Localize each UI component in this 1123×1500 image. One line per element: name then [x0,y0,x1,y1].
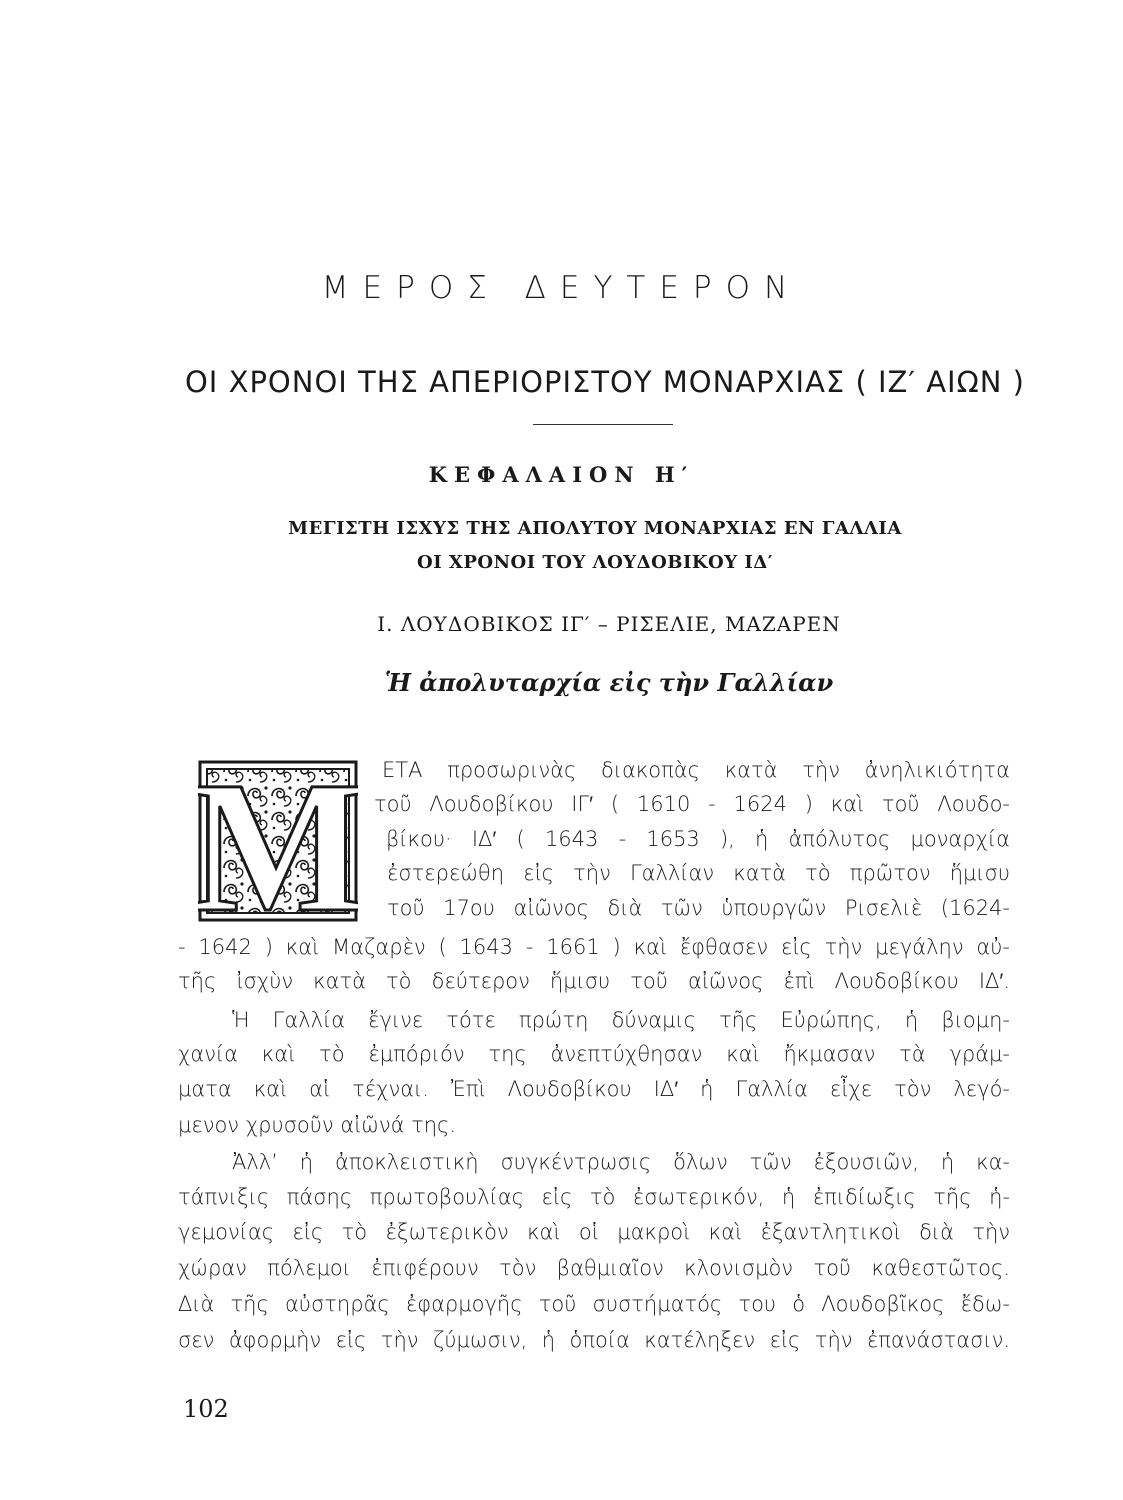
drop-cap-ornament [198,760,358,922]
body-line: βίκου· ΙΔ′ ( 1643 - 1653 ), ἡ ἀπόλυτος μοναρχία [386,827,1010,851]
chapter-subtitle-1: ΜΕΓΙΣΤΗ ΙΣΧΥΣ ΤΗΣ ΑΠΟΛΥΤΟΥ ΜΟΝΑΡΧΙΑΣ ΕΝ ΓΑΛΛΙΑ [288,518,902,539]
body-line: Διὰ τῆς αὐστηρᾶς ἐφαρμογῆς τοῦ συστήματός του ὁ Λουδοβῖκος ἔδω- [178,1292,1010,1316]
body-line: χανία καὶ τὸ ἐμπόριόν της ἀνεπτύχθησαν καὶ ἤκμασαν τὰ γράμ- [178,1042,1010,1066]
chapter-title: ΚΕΦΑΛΑΙΟΝ Η′ [428,462,695,487]
era-title: ΟΙ ΧΡΟΝΟΙ ΤΗΣ ΑΠΕΡΙΟΡΙΣΤΟΥ ΜΟΝΑΡΧΙΑΣ ( ΙΖ′ ΑΙΩΝ ) [184,365,1025,399]
body-line: Ἡ Γαλλία ἔγινε τότε πρώτη δύναμις τῆς Εὐρώπης, ἡ βιομη- [232,1008,1010,1032]
body-line: μενον χρυσοῦν αἰῶνά της. [178,1113,457,1137]
body-line: τοῦ Λουδοβίκου ΙΓ′ ( 1610 - 1624 ) καὶ τοῦ Λουδο- [374,792,1010,816]
body-line: - 1642 ) καὶ Μαζαρὲν ( 1643 - 1661 ) καὶ ἔφθασεν εἰς τὴν μεγάλην αὐ- [178,935,1010,959]
body-line: σεν ἀφορμὴν εἰς τὴν ζύμωσιν, ἡ ὁποία κατέληξεν εἰς τὴν ἐπανάστασιν. [178,1328,1010,1352]
chapter-subtitle-2: ΟΙ ΧΡΟΝΟΙ ΤΟΥ ΛΟΥΔΟΒΙΚΟΥ ΙΔ′ [417,552,773,573]
body-line: Ἀλλ’ ἡ ἀποκλειστικὴ συγκέντρωσις ὅλων τῶν ἐξουσιῶν, ἡ κα- [232,1150,1010,1174]
body-line: ματα καὶ αἱ τέχναι. Ἐπὶ Λουδοβίκου ΙΔ′ ἡ Γαλλία εἶχε τὸν λεγό- [178,1077,1010,1101]
drop-cap-letter: Μ [198,760,358,922]
body-line: γεμονίας εἰς τὸ ἐξωτερικὸν καὶ οἱ μακροὶ καὶ ἐξαντλητικοὶ διὰ τὴν [178,1220,1010,1244]
body-line: τάπνιξις πάσης πρωτοβουλίας εἰς τὸ ἐσωτερικόν, ἡ ἐπιδίωξις τῆς ἡ- [178,1185,1010,1209]
page-number: 102 [183,1395,229,1423]
body-line: τῆς ἰσχὺν κατὰ τὸ δεύτερον ἥμισυ τοῦ αἰῶνος ἐπὶ Λουδοβίκου ΙΔ′. [178,969,1010,993]
body-line: τοῦ 17ου αἰῶνος διὰ τῶν ὑπουργῶν Ρισελιὲ (1624- [387,896,1010,920]
section-title: Ι. ΛΟΥΔΟΒΙΚΟΣ ΙΓ′ – ΡΙΣΕΛΙΕ, ΜΑΖΑΡΕΝ [377,612,841,636]
title-divider [533,424,673,425]
body-line: ΕΤΑ προσωρινὰς διακοπὰς κατὰ τὴν ἀνηλικιότητα [382,758,1010,782]
body-line: ἐστερεώθη εἰς τὴν Γαλλίαν κατὰ τὸ πρῶτον ἥμισυ [387,861,1010,885]
section-heading: Ἡ ἀπολυταρχία εἰς τὴν Γαλλίαν [384,668,834,697]
body-line: χώραν πόλεμοι ἐπιφέρουν τὸν βαθμιαῖον κλονισμὸν τοῦ καθεστῶτος. [178,1256,1010,1280]
part-title: ΜΕΡΟΣ ΔΕΥΤΕΡΟΝ [321,270,802,306]
